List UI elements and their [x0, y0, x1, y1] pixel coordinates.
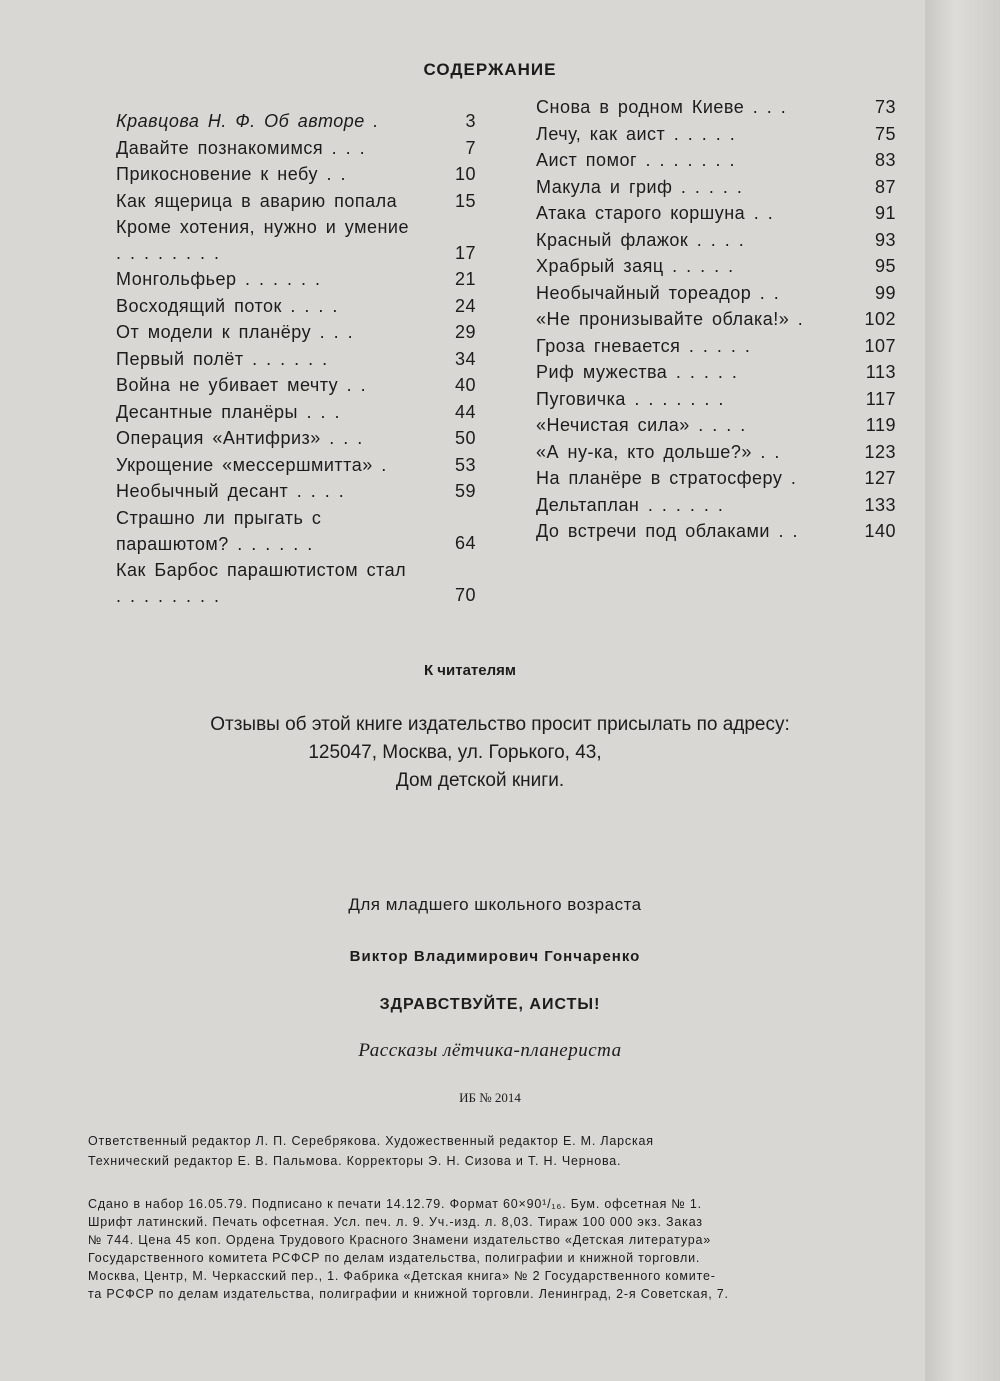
readers-address-line: 125047, Москва, ул. Горького, 43, [308, 742, 602, 763]
toc-entry-title: Дельтаплан . . . . . . [536, 494, 724, 515]
imprint-line: Сдано в набор 16.05.79. Подписано к печати 14.12.79. Формат 60×90¹/₁₆. Бум. офсетная № 1. [88, 1197, 702, 1211]
toc-entry-title: Как Барбос парашютистом стал . . . . . . . . [116, 559, 407, 606]
toc-entry-title: Восходящий поток . . . . [116, 295, 338, 316]
toc-entry-title: Первый полёт . . . . . . [116, 348, 328, 369]
readers-address-building: Дом детской книги. [395, 770, 565, 791]
toc-entry [536, 359, 896, 386]
toc-entry-page: 3 [465, 111, 476, 131]
toc-entry-page: 123 [864, 441, 896, 462]
toc-entry [116, 557, 476, 609]
editors-line: Ответственный редактор Л. П. Серебрякова. Художественный редактор Е. М. Ларская [88, 1134, 654, 1148]
readers-heading: К читателям [423, 662, 516, 679]
toc-entry-title: Кравцова Н. Ф. Об авторе . [116, 111, 379, 131]
toc-entry-page: 83 [874, 150, 896, 170]
imprint-line: № 744. Цена 45 коп. Ордена Трудового Красного Знамени издательство «Детская литература» [88, 1233, 711, 1247]
toc-entry-page: 140 [864, 521, 896, 541]
toc-entry-page: 107 [864, 335, 896, 356]
toc-entry [116, 293, 476, 320]
toc-entry-page: 50 [454, 428, 476, 448]
toc-entry-title: Война не убивает мечту . . [116, 375, 367, 395]
toc-entry [536, 174, 896, 201]
toc-entry-page: 34 [454, 348, 476, 369]
toc-entry-page: 113 [865, 362, 896, 382]
toc-entry-title: Лечу, как аист . . . . . [536, 123, 736, 144]
toc-entry [536, 412, 896, 439]
ib-number: ИБ № 2014 [459, 1090, 521, 1105]
toc-entry-title: Десантные планёры . . . [116, 401, 340, 422]
author-name: Виктор Владимирович Гончаренко [349, 948, 641, 965]
imprint-line: та РСФСР по делам издательства, полиграфии и книжной торговли. Ленинград, 2-я Советская, 7. [88, 1287, 729, 1301]
toc-entry-title: Риф мужества . . . . . [536, 362, 738, 382]
toc-entry-title: До встречи под облаками . . [536, 521, 798, 541]
toc-entry [116, 425, 476, 452]
toc-entry [116, 161, 476, 188]
toc-entry [536, 386, 896, 413]
toc-entry-page: 93 [874, 229, 896, 250]
toc-entry [536, 94, 896, 121]
toc-left-column [116, 108, 476, 609]
toc-entry-title: Снова в родном Киеве . . . [536, 97, 787, 117]
readers-request-text: Отзывы об этой книге издательство просит присылать по адресу: [210, 714, 790, 735]
toc-entry-title: Как ящерица в аварию попала [116, 190, 398, 211]
toc-entry-title: Монгольфьер . . . . . . [116, 269, 321, 289]
toc-entry-page: 64 [454, 533, 476, 553]
toc-entry-page: 15 [454, 190, 476, 211]
toc-entry [116, 188, 476, 215]
toc-entry-page: 70 [454, 585, 476, 605]
toc-entry [116, 399, 476, 426]
toc-entry-page: 95 [874, 256, 896, 276]
toc-entry [116, 108, 476, 135]
toc-entry-title: Необычный десант . . . . [116, 481, 345, 501]
toc-entry [116, 452, 476, 479]
age-group: Для младшего школьного возраста [348, 895, 642, 914]
toc-entry-title: Красный флажок . . . . [536, 229, 745, 250]
toc-entry [116, 319, 476, 346]
toc-entry-title: «А ну-ка, кто дольше?» . . [536, 441, 780, 462]
toc-entry-page: 40 [454, 375, 476, 395]
toc-entry-page: 59 [454, 481, 476, 501]
toc-entry [536, 227, 896, 254]
toc-entry [536, 492, 896, 519]
toc-entry-page: 87 [874, 176, 896, 197]
imprint-line: Шрифт латинский. Печать офсетная. Усл. печ. л. 9. Уч.-изд. л. 8,03. Тираж 100 000 экз. Заказ [88, 1215, 703, 1229]
toc-entry [536, 306, 896, 333]
book-spine [925, 0, 1000, 1381]
toc-entry [536, 465, 896, 492]
toc-entry-page: 7 [465, 137, 476, 158]
toc-entry-title: Необычайный тореадор . . [536, 282, 780, 303]
toc-entry [536, 333, 896, 360]
toc-entry-page: 127 [864, 468, 896, 488]
toc-entry [536, 200, 896, 227]
toc-entry-title: Храбрый заяц . . . . . [536, 256, 734, 276]
toc-entry-page: 75 [874, 123, 896, 144]
toc-entry-title: Гроза гневается . . . . . [536, 335, 751, 356]
toc-entry-title: Аист помог . . . . . . . [536, 150, 736, 170]
toc-entry-page: 119 [865, 415, 896, 435]
toc-entry [116, 346, 476, 373]
toc-entry [536, 280, 896, 307]
toc-entry [116, 478, 476, 505]
toc-entry-title: Кроме хотения, нужно и умение . . . . . . . . [116, 217, 409, 263]
toc-entry-title: На планёре в стратосферу . [536, 468, 797, 488]
toc-entry-page: 21 [454, 269, 476, 289]
toc-entry [536, 147, 896, 174]
toc-entry [536, 518, 896, 545]
toc-entry [116, 372, 476, 399]
toc-entry-page: 10 [454, 164, 476, 184]
toc-entry-title: Пуговичка . . . . . . . [536, 388, 724, 409]
toc-right-column [536, 94, 896, 545]
toc-entry-title: Прикосновение к небу . . [116, 164, 346, 184]
book-title: ЗДРАВСТВУЙТЕ, АИСТЫ! [379, 996, 601, 1013]
toc-entry [116, 135, 476, 162]
toc-entry [536, 121, 896, 148]
toc-entry-title: «Не пронизывайте облака!» . [536, 309, 804, 329]
toc-entry-title: Давайте познакомимся . . . [116, 137, 366, 158]
toc-entry-title: Страшно ли прыгать с парашютом? . . . . . . [116, 507, 322, 554]
toc-entry [116, 214, 476, 266]
toc-entry-title: Макула и гриф . . . . . [536, 176, 743, 197]
toc-entry [536, 439, 896, 466]
toc-entry [116, 505, 476, 557]
contents-heading: СОДЕРЖАНИЕ [423, 60, 557, 79]
toc-entry-title: Укрощение «мессершмитта» . [116, 454, 387, 475]
toc-entry-title: От модели к планёру . . . [116, 322, 354, 342]
toc-entry-page: 29 [454, 322, 476, 342]
toc-entry-page: 24 [454, 295, 476, 316]
editors-line: Технический редактор Е. В. Пальмова. Корректоры Э. Н. Сизова и Т. Н. Чернова. [88, 1154, 622, 1168]
toc-entry-page: 91 [874, 203, 896, 223]
toc-entry-page: 133 [864, 494, 896, 515]
toc-entry-page: 99 [874, 282, 896, 303]
toc-entry [536, 253, 896, 280]
toc-entry-title: Операция «Антифриз» . . . [116, 428, 363, 448]
toc-entry-page: 117 [865, 388, 896, 409]
toc-entry [116, 266, 476, 293]
toc-entry-page: 17 [454, 242, 476, 263]
toc-entry-page: 44 [454, 401, 476, 422]
toc-entry-title: «Нечистая сила» . . . . [536, 415, 746, 435]
toc-entry-page: 73 [874, 97, 896, 117]
book-subtitle: Рассказы лётчика-планериста [358, 1040, 622, 1061]
imprint-line: Государственного комитета РСФСР по делам издательства, полиграфии и книжной торговли. [88, 1251, 701, 1265]
toc-entry-page: 102 [864, 309, 896, 329]
imprint-line: Москва, Центр, М. Черкасский пер., 1. Фабрика «Детская книга» № 2 Государственного комите- [88, 1269, 716, 1283]
toc-entry-page: 53 [454, 454, 476, 475]
toc-entry-title: Атака старого коршуна . . [536, 203, 774, 223]
